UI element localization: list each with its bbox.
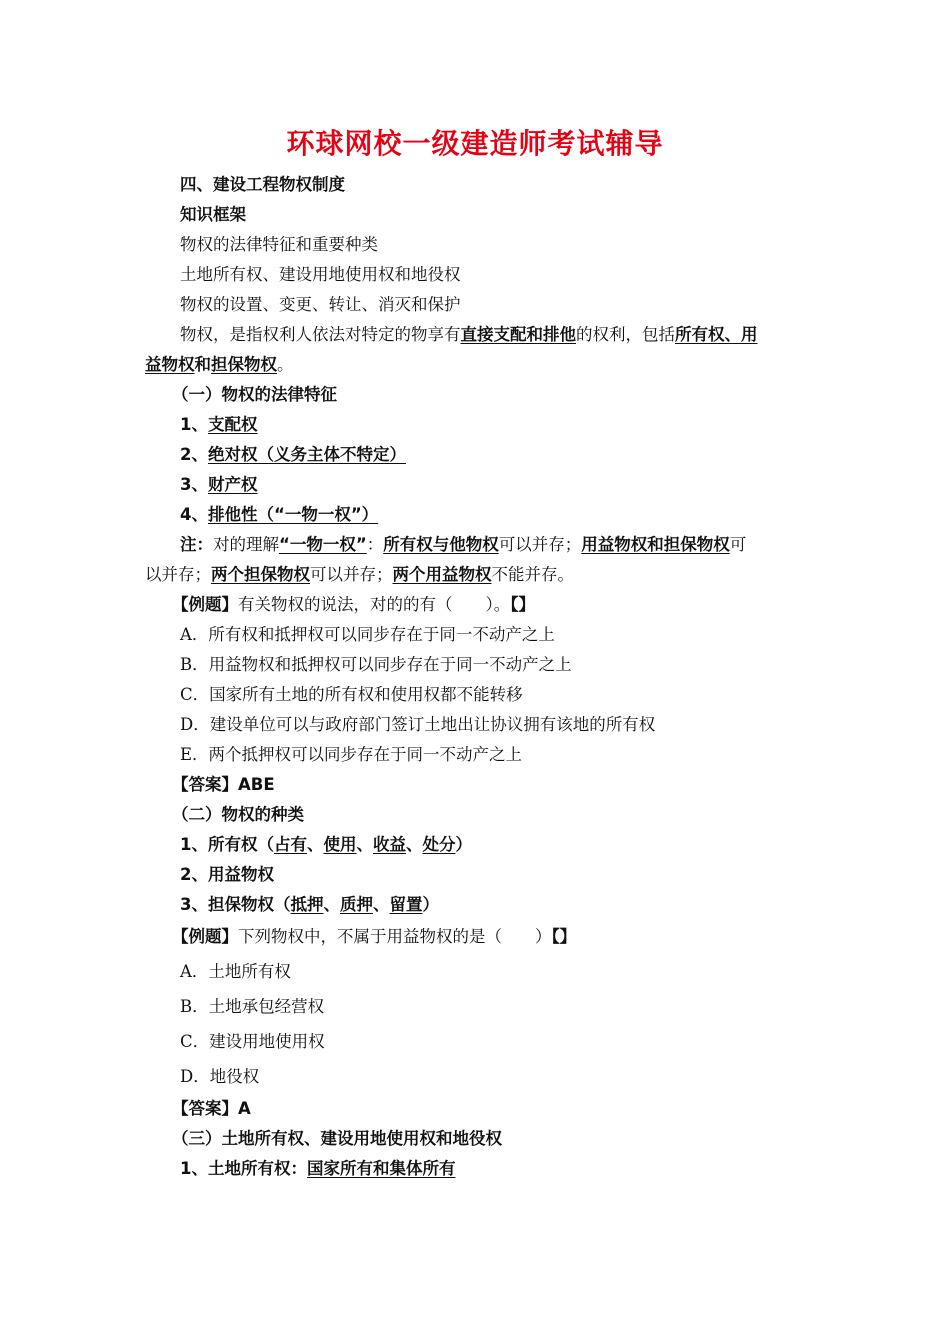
framework-item: 物权的设置、变更、转让、消灭和保护 <box>180 295 461 314</box>
definition-line-1: 物权，是指权利人依法对特定的物享有直接支配和排他的权利，包括所有权、用 <box>180 325 758 344</box>
types-item-2: 2、用益物权 <box>180 865 274 884</box>
framework-heading: 知识框架 <box>180 205 246 224</box>
example-1-option: E．两个抵押权可以同步存在于同一不动产之上 <box>180 745 523 764</box>
example-2-question: 【例题】下列物权中，不属于用益物权的是（ ）【】 <box>172 927 577 946</box>
definition-line-2: 益物权和担保物权。 <box>145 355 294 374</box>
types-heading: （二）物权的种类 <box>172 805 304 824</box>
example-1-option: C．国家所有土地的所有权和使用权都不能转移 <box>180 685 523 704</box>
example-2-option: D．地役权 <box>180 1067 260 1086</box>
feature-item: 4、排他性（“一物一权”） <box>180 505 379 524</box>
example-2-answer: 【答案】A <box>172 1099 251 1118</box>
features-heading: （一）物权的法律特征 <box>172 385 337 404</box>
example-1-option: D．建设单位可以与政府部门签订土地出让协议拥有该地的所有权 <box>180 715 656 734</box>
section-heading: 四、建设工程物权制度 <box>180 175 345 194</box>
example-1-question: 【例题】有关物权的说法，对的的有（ ）。【】 <box>172 595 535 614</box>
keyword: 直接支配和排他 <box>460 325 576 344</box>
example-1-option: B．用益物权和抵押权可以同步存在于同一不动产之上 <box>180 655 572 674</box>
keyword: 用 <box>741 325 758 344</box>
types-item-3: 3、担保物权（抵押、质押、留置） <box>180 895 439 914</box>
types-item-1: 1、所有权（占有、使用、收益、处分） <box>180 835 472 854</box>
feature-item: 2、绝对权（义务主体不特定） <box>180 445 406 464</box>
note-line-2: 以并存；两个担保物权可以并存；两个用益物权不能并存。 <box>145 565 574 584</box>
example-2-option: C．建设用地使用权 <box>180 1032 325 1051</box>
feature-item: 3、财产权 <box>180 475 258 494</box>
document-title: 环球网校一级建造师考试辅导 <box>286 127 664 160</box>
example-2-option: A．土地所有权 <box>180 962 291 981</box>
example-1-answer: 【答案】ABE <box>172 775 275 794</box>
keyword: 担保物权 <box>211 355 277 374</box>
note-label: 注： <box>180 535 213 554</box>
example-2-option: B．土地承包经营权 <box>180 997 325 1016</box>
feature-item: 1、支配权 <box>180 415 258 434</box>
framework-item: 物权的法律特征和重要种类 <box>180 235 378 254</box>
keyword: 益物权 <box>145 355 195 374</box>
framework-item: 土地所有权、建设用地使用权和地役权 <box>180 265 461 284</box>
keyword: 所有权 <box>675 325 725 344</box>
note-line-1: 注：对的理解“一物一权”：所有权与他物权可以并存；用益物权和担保物权可 <box>180 535 747 554</box>
land-item-1: 1、土地所有权：国家所有和集体所有 <box>180 1159 456 1178</box>
example-1-option: A．所有权和抵押权可以同步存在于同一不动产之上 <box>180 625 555 644</box>
land-heading: （三）土地所有权、建设用地使用权和地役权 <box>172 1129 502 1148</box>
